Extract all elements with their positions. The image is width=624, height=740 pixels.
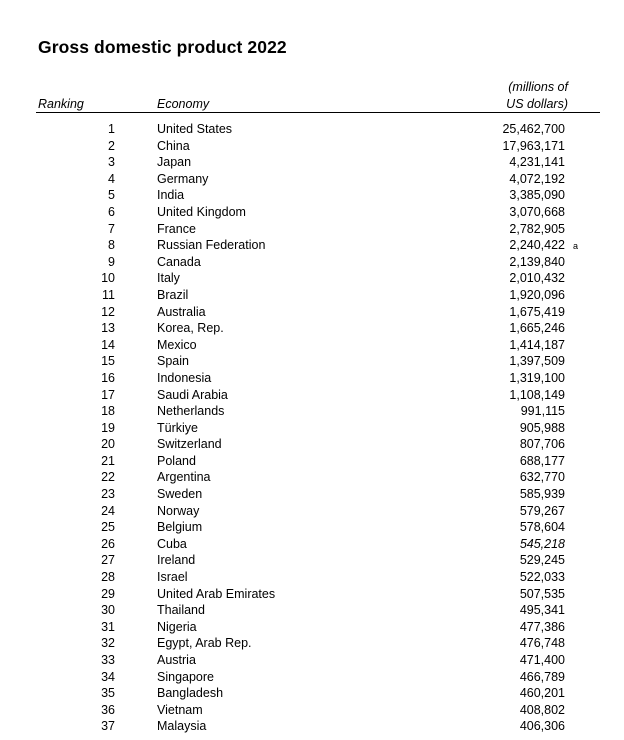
table-row <box>0 685 624 702</box>
economy-cell: Mexico <box>157 337 197 352</box>
rank-cell: 37 <box>101 719 115 734</box>
gdp-value-cell: 3,070,668 <box>509 204 565 219</box>
rank-cell: 15 <box>101 354 115 369</box>
gdp-value-cell: 1,675,419 <box>509 304 565 319</box>
table-row <box>0 602 624 619</box>
rank-cell: 20 <box>101 437 115 452</box>
gdp-value-cell: 579,267 <box>519 503 565 518</box>
table-row <box>0 586 624 603</box>
rank-cell: 11 <box>102 287 115 302</box>
table-row <box>0 420 624 437</box>
table-row <box>0 171 624 188</box>
gdp-value-cell: 632,770 <box>519 470 565 485</box>
rank-cell: 35 <box>101 686 115 701</box>
table-row <box>0 370 624 387</box>
economy-cell: Thailand <box>157 603 205 618</box>
rank-cell: 4 <box>108 171 115 186</box>
rank-cell: 30 <box>101 603 115 618</box>
table-row <box>0 254 624 271</box>
economy-cell: China <box>157 138 190 153</box>
table-row <box>0 669 624 686</box>
gdp-value-cell: 476,748 <box>519 636 565 651</box>
table-row <box>0 486 624 503</box>
rank-cell: 27 <box>101 553 115 568</box>
economy-column-header: Economy <box>157 97 210 111</box>
rank-cell: 31 <box>101 619 115 634</box>
table-row <box>0 237 624 254</box>
gdp-value-cell: 1,665,246 <box>509 321 565 336</box>
rank-cell: 19 <box>101 420 115 435</box>
gdp-value-cell: 4,072,192 <box>509 171 565 186</box>
economy-cell: Bangladesh <box>157 686 224 701</box>
rank-cell: 17 <box>101 387 115 402</box>
rank-cell: 18 <box>101 404 115 419</box>
economy-cell: Canada <box>157 254 201 269</box>
table-row <box>0 635 624 652</box>
table-row <box>0 221 624 238</box>
rank-cell: 33 <box>101 653 115 667</box>
rank-cell: 7 <box>108 221 115 236</box>
economy-cell: Spain <box>157 354 189 369</box>
economy-cell: Sweden <box>157 487 203 502</box>
economy-cell: United Kingdom <box>157 204 246 219</box>
gdp-value-cell: 25,462,700 <box>502 122 565 136</box>
table-row <box>0 138 624 155</box>
gdp-value-cell: 2,782,905 <box>509 221 565 236</box>
rank-cell: 21 <box>101 453 115 468</box>
rank-cell: 26 <box>101 536 115 551</box>
economy-cell: Switzerland <box>157 437 222 452</box>
gdp-value-cell: 507,535 <box>519 586 565 601</box>
gdp-value-cell: 460,201 <box>519 686 565 701</box>
gdp-value-cell: 3,385,090 <box>509 188 565 203</box>
rank-cell: 9 <box>108 254 115 269</box>
gdp-value-cell: 466,789 <box>519 669 565 684</box>
economy-cell: Korea, Rep. <box>157 321 224 336</box>
table-row <box>0 353 624 370</box>
table-row <box>0 503 624 520</box>
gdp-value-cell: 2,010,432 <box>509 271 565 286</box>
rank-cell: 25 <box>101 520 115 535</box>
rank-cell: 29 <box>101 586 115 601</box>
footnote-marker: a <box>573 241 579 252</box>
rank-cell: 12 <box>101 304 115 319</box>
rank-cell: 3 <box>108 155 115 170</box>
economy-cell: Austria <box>157 653 196 667</box>
economy-cell: Saudi Arabia <box>157 387 228 402</box>
economy-cell: Norway <box>157 503 200 518</box>
gdp-value-cell: 1,414,187 <box>509 337 565 352</box>
table-row <box>0 453 624 470</box>
rank-cell: 36 <box>101 702 115 717</box>
table-row <box>0 154 624 171</box>
gdp-value-cell: 1,319,100 <box>509 370 565 385</box>
economy-cell: Ireland <box>157 553 196 568</box>
economy-cell: Netherlands <box>157 404 225 419</box>
table-row <box>0 469 624 486</box>
economy-cell: United States <box>157 122 233 136</box>
table-row <box>0 287 624 304</box>
economy-cell: Cuba <box>157 536 187 551</box>
rank-cell: 24 <box>101 503 115 518</box>
table-row <box>0 569 624 586</box>
economy-cell: Singapore <box>157 669 214 684</box>
rank-cell: 8 <box>108 238 115 253</box>
economy-cell: Germany <box>157 171 209 186</box>
table-row <box>0 436 624 453</box>
gdp-value-cell: 1,920,096 <box>509 287 565 302</box>
gdp-value-cell: 477,386 <box>519 619 565 634</box>
economy-cell: France <box>157 221 196 236</box>
gdp-value-cell: 17,963,171 <box>502 138 565 153</box>
rank-cell: 13 <box>101 321 115 336</box>
gdp-value-cell: 688,177 <box>519 453 565 468</box>
economy-cell: Indonesia <box>157 370 212 385</box>
gdp-value-cell: 4,231,141 <box>509 155 565 170</box>
page-title: Gross domestic product 2022 <box>38 37 287 57</box>
value-column-header-line1: (millions of <box>508 80 568 94</box>
gdp-value-cell: 529,245 <box>519 553 565 568</box>
rank-cell: 14 <box>101 337 115 352</box>
table-row <box>0 536 624 553</box>
rank-cell: 16 <box>101 370 115 385</box>
value-column-header-line2: US dollars) <box>506 97 568 111</box>
gdp-value-cell: 408,802 <box>519 702 565 717</box>
table-row <box>0 619 624 636</box>
economy-cell: Belgium <box>157 520 203 535</box>
rank-cell: 28 <box>101 570 115 585</box>
rank-cell: 34 <box>101 669 115 684</box>
gdp-table-body <box>0 121 624 735</box>
table-row <box>0 204 624 221</box>
rank-cell: 2 <box>108 138 115 153</box>
table-row <box>0 403 624 420</box>
header-divider <box>36 112 600 113</box>
economy-cell: Australia <box>157 304 206 319</box>
table-row <box>0 304 624 321</box>
gdp-value-cell: 2,139,840 <box>509 254 565 269</box>
rank-cell: 6 <box>108 204 115 219</box>
economy-cell: Malaysia <box>157 719 207 734</box>
economy-cell: Egypt, Arab Rep. <box>157 636 252 651</box>
gdp-value-cell: 495,341 <box>519 603 565 618</box>
gdp-value-cell: 471,400 <box>519 653 565 667</box>
table-row <box>0 519 624 536</box>
gdp-value-cell: 1,397,509 <box>509 354 565 369</box>
gdp-value-cell: 905,988 <box>519 420 565 435</box>
economy-cell: Israel <box>157 570 188 585</box>
economy-cell: Argentina <box>157 470 211 485</box>
economy-cell: Russian Federation <box>157 238 266 253</box>
table-row <box>0 337 624 354</box>
table-row <box>0 187 624 204</box>
ranking-column-header: Ranking <box>38 97 84 111</box>
gdp-value-cell: 991,115 <box>520 404 565 419</box>
table-row <box>0 121 624 138</box>
table-row <box>0 702 624 719</box>
rank-cell: 22 <box>101 470 115 485</box>
gdp-value-cell: 807,706 <box>519 437 565 452</box>
gdp-value-cell: 585,939 <box>519 487 565 502</box>
economy-cell: Japan <box>157 155 192 170</box>
rank-cell: 1 <box>108 122 115 136</box>
table-row <box>0 552 624 569</box>
economy-cell: India <box>157 188 185 203</box>
gdp-value-cell: 1,108,149 <box>509 387 565 402</box>
economy-cell: Vietnam <box>157 702 203 717</box>
economy-cell: Italy <box>157 271 180 286</box>
gdp-value-cell: 578,604 <box>519 520 565 535</box>
table-row <box>0 652 624 669</box>
rank-cell: 10 <box>101 271 115 286</box>
economy-cell: Brazil <box>157 287 189 302</box>
economy-cell: United Arab Emirates <box>157 586 276 601</box>
gdp-value-cell: 2,240,422 <box>509 238 565 253</box>
gdp-value-cell: 406,306 <box>519 719 565 734</box>
gdp-value-cell: 545,218 <box>519 536 565 551</box>
rank-cell: 23 <box>101 487 115 502</box>
table-row <box>0 387 624 404</box>
table-row <box>0 718 624 735</box>
table-row <box>0 320 624 337</box>
economy-cell: Türkiye <box>157 420 198 435</box>
economy-cell: Nigeria <box>157 619 197 634</box>
economy-cell: Poland <box>157 453 196 468</box>
rank-cell: 32 <box>101 636 115 651</box>
gdp-value-cell: 522,033 <box>519 570 565 585</box>
rank-cell: 5 <box>108 188 115 203</box>
table-row <box>0 270 624 287</box>
